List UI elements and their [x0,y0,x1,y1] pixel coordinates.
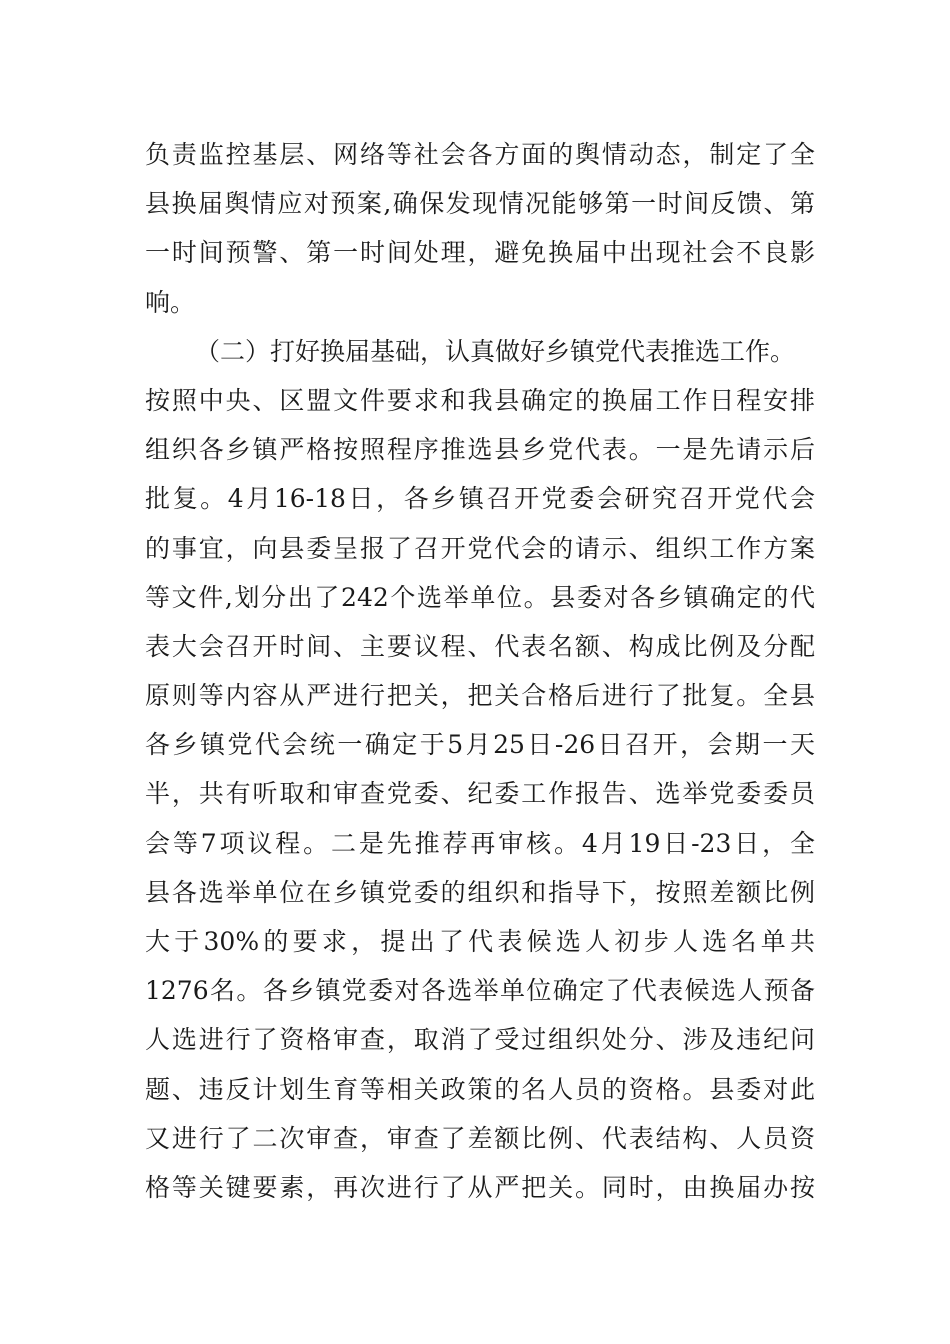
text-line: 批复。4月16-18日，各乡镇召开党委会研究召开党代会 [145,484,815,514]
text-line: 各乡镇党代会统一确定于5月25日-26日召开，会期一天 [145,730,815,760]
text-line: 大于30%的要求，提出了代表候选人初步人选名单共 [145,927,815,956]
text-line: 等文件,划分出了242个选举单位。县委对各乡镇确定的代 [145,582,815,612]
text-line: 按照中央、区盟文件要求和我县确定的换届工作日程安排 [145,385,815,415]
text-line: 一时间预警、第一时间处理，避免换届中出现社会不良影 [145,238,815,268]
text-line: 组织各乡镇严格按照程序推选县乡党代表。一是先请示后 [145,435,815,465]
text-line: 原则等内容从严进行把关，把关合格后进行了批复。全县 [145,681,815,711]
text-line: 会等7项议程。二是先推荐再审核。4月19日-23日，全 [145,828,815,858]
text-line: 表大会召开时间、主要议程、代表名额、构成比例及分配 [145,631,815,661]
text-line: 县各选举单位在乡镇党委的组织和指导下，按照差额比例 [145,877,815,907]
text-line: 县换届舆情应对预案,确保发现情况能够第一时间反馈、第 [145,189,815,219]
text-line: 又进行了二次审查，审查了差额比例、代表结构、人员资 [145,1123,815,1153]
text-line: 1276名。各乡镇党委对各选举单位确定了代表候选人预备 [145,976,815,1006]
text-line: 格等关键要素，再次进行了从严把关。同时，由换届办按 [145,1172,815,1202]
text-line: 半，共有听取和审查党委、纪委工作报告、选举党委委员 [145,779,815,809]
text-line: 人选进行了资格审查，取消了受过组织处分、涉及违纪问 [145,1025,815,1055]
text-line: 的事宜，向县委呈报了召开党代会的请示、组织工作方案 [145,533,815,563]
text-line: 题、违反计划生育等相关政策的名人员的资格。县委对此 [145,1074,815,1104]
text-line: 负责监控基层、网络等社会各方面的舆情动态，制定了全 [145,140,815,169]
section-heading-line: （二）打好换届基础，认真做好乡镇党代表推选工作。 [195,336,796,366]
text-line: 响。 [145,287,196,317]
body-text [145,130,815,1212]
